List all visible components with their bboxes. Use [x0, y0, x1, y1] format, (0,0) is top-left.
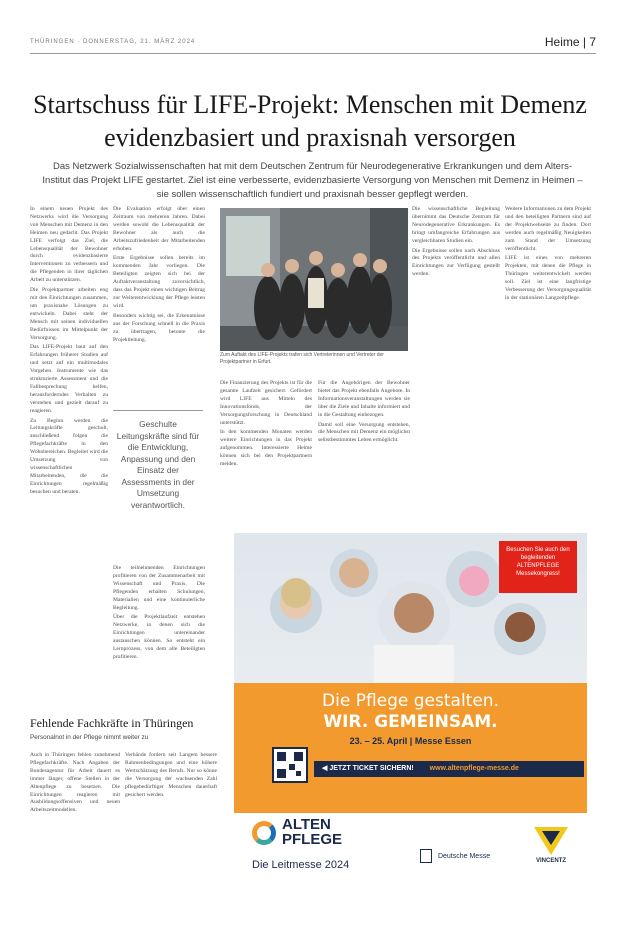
article-column-2-continued — [113, 565, 205, 705]
vincentz-label: VINCENTZ — [536, 858, 566, 864]
congress-badge[interactable]: Besuchen Sie auch den begleitenden ALTENPFLEGE Messekongress! — [499, 541, 577, 593]
paragraph: In einem neuen Projekt des Netzwerks wird die Versorgung von Menschen mit Demenz in den Heimen neu gedacht. Das Projekt LIFE verfolgt das Ziel, die Lebensqualität der Bewohner durch evidenzbasierte Interventionen zu verbessern und die Pflegenden in ihrer täglichen Arbeit zu unterstützen. — [30, 206, 108, 284]
article-column-6 — [505, 206, 591, 526]
group-photo-image — [220, 208, 408, 351]
paragraph: Damit soll eine Versorgung entstehen, die Menschen mit Demenz ein möglichst selbstbestimmtes Leben ermöglicht. — [318, 421, 410, 444]
deutsche-messe-icon — [420, 849, 432, 863]
ad-url-link[interactable]: www.altenpflege-messe.de — [429, 765, 519, 772]
paragraph: Für die Angehörigen der Bewohner bietet das Projekt ebenfalls Angebote. In Informationsveranstaltungen werden sie über die Ziele und Inhalte informiert und in die Gestaltung einbezogen. — [318, 380, 410, 418]
paragraph: Weitere Informationen zu dem Projekt und den beteiligten Partnern sind auf der Projektwebseite zu finden. Dort werden auch regelmäßig Neuigkeiten zum Stand der Umsetzung veröffentlicht. — [505, 206, 591, 252]
logo-line-2: PFLEGE — [282, 831, 343, 848]
deutsche-messe-label: Deutsche Messe — [437, 852, 491, 860]
qr-code-icon[interactable] — [272, 747, 308, 783]
ticket-banner[interactable] — [314, 761, 584, 777]
page-header — [30, 34, 596, 54]
paragraph: Auch in Thüringen fehlen zunehmend Pflegefachkräfte. Nach Angaben der Bundesagentur für Arbeit dauert es immer länger, offene Stellen in der Altenpflege zu besetzen. Die Einrichtungen reagieren mit Ausbildungsoffensiven und neuen Arbeitszeitmodellen. — [30, 752, 120, 814]
paragraph: Die Evaluation erfolgt über einen Zeitraum von mehreren Jahren. Dabei werden sowohl die Lebensqualität der Bewohner als auch die Arbeitszufriedenheit der Mitarbeitenden erhoben. — [113, 206, 205, 252]
issue-date: THÜRINGEN · DONNERSTAG, 21. MÄRZ 2024 — [30, 39, 196, 45]
paragraph: Erste Ergebnisse sollen bereits im kommenden Jahr vorliegen. Die Beteiligten zeigten sich bei der Auftaktveranstaltung zuversichtlich, dass das Projekt einen wichtigen Beitrag zur Weiterentwicklung der Pflege leisten wird. — [113, 255, 205, 309]
paragraph: Die Projektpartner arbeiten eng mit den Einrichtungen zusammen, um praxisnahe Lösungen zu entwickeln. Dabei steht der Mensch mit seinen individuellen Bedürfnissen im Mittelpunkt der Versorgung. — [30, 287, 108, 341]
article-lead: Das Netzwerk Sozialwissenschaften hat mit dem Deutschen Zentrum für Neurodegenerative Erkrankungen und dem Alters-Institut das Projekt LIFE gestartet. Ziel ist eine verbesserte, evidenzbasierte Versorgung von Menschen mit Demenz in Heimen – sie sollen wissenschaftlich fundiert und praxisnah besser gepflegt werden. — [42, 161, 583, 200]
paragraph: Die Ergebnisse sollen nach Abschluss des Projekts veröffentlicht und allen Einrichtungen zur Verfügung gestellt werden. — [412, 247, 500, 278]
ad-logo-bar — [234, 813, 587, 883]
section-column-2 — [125, 752, 217, 892]
article-headline: Startschuss für LIFE-Projekt: Menschen mit Demenz evidenzbasiert und praxisnah versorgen — [33, 90, 587, 152]
paragraph: Besonders wichtig sei, die Erkenntnisse aus der Forschung schnell in die Praxis zu übertragen, betonte die Projektleitung. — [113, 312, 205, 343]
paragraph: Das LIFE-Projekt baut auf den Erfahrungen früherer Studien auf und setzt auf ein multimodales Vorgehen. Instrumente wie das strukturierte Assessment und die Fallbesprechung helfen, herausforderndes Verhalten zu verstehen und gezielt darauf zu reagieren. — [30, 344, 108, 414]
altenpflege-logo-icon — [252, 821, 276, 845]
vincentz-logo — [528, 827, 574, 879]
paragraph: LIFE ist eines von mehreren Projekten, mit denen die Pflege in Thüringen weiterentwickelt werden soll. Ziel ist eine langfristige Verbesserung der Versorgungsqualität in der stationären Langzeitpflege. — [505, 255, 591, 301]
ad-slogan-line-1: Die Pflege gestalten. — [322, 691, 499, 711]
section-lead: Personalnot in der Pflege nimmt weiter zu — [30, 734, 149, 741]
section-column-1 — [30, 752, 120, 892]
article-column-3 — [220, 380, 312, 526]
arrow-icon: ◀ — [322, 765, 330, 772]
article-column-5 — [412, 206, 500, 526]
ticket-label: JETZT TICKET SICHERN! — [329, 765, 414, 772]
leitmesse-tagline: Die Leitmesse 2024 — [252, 859, 350, 871]
deutsche-messe-logo — [420, 849, 490, 863]
pull-quote: Geschulte Leitungskräfte sind für die Entwicklung, Anpassung und den Einsatz der Assessments in der Umsetzung verantwortlich. — [113, 410, 203, 511]
vincentz-icon — [534, 827, 568, 855]
logo-line-1: ALTEN — [282, 816, 331, 833]
photo-caption: Zum Auftakt des LIFE-Projekts trafen sich Vertreterinnen und Vertreter der Projektpartner in Erfurt. — [220, 352, 384, 365]
article-photo — [220, 208, 408, 351]
section-headline: Fehlende Fachkräfte in Thüringen — [30, 716, 194, 730]
ad-date: 23. – 25. April | Messe Essen — [349, 736, 472, 746]
altenpflege-logo-text — [282, 817, 342, 847]
paragraph: In den kommenden Monaten werden weitere Einrichtungen in das Projekt aufgenommen. Interessierte Heime können sich bei den Projektpartnern melden. — [220, 429, 312, 468]
altenpflege-advertisement[interactable] — [234, 533, 587, 883]
article-column-4 — [318, 380, 410, 526]
paragraph: Die wissenschaftliche Begleitung übernimmt das Deutsche Zentrum für Neurodegenerative Erkrankungen. Es bringt umfangreiche Erfahrungen aus vergleichbaren Studien ein. — [412, 206, 500, 244]
section-page-label: Heime | 7 — [544, 35, 596, 49]
paragraph: Die Finanzierung des Projekts ist für die gesamte Laufzeit gesichert. Gefördert wird LIFE aus Mitteln des Innovationsfonds, der Versorgungsforschung in Deutschland unterstützt. — [220, 380, 312, 426]
ad-slogan — [234, 691, 587, 733]
article-column-1 — [30, 206, 108, 706]
paragraph: Die teilnehmenden Einrichtungen profitieren von der Zusammenarbeit mit Wissenschaft und Praxis. Die Pflegenden erhalten Schulungen, Materialien und eine kontinuierliche Begleitung. — [113, 565, 205, 611]
article-column-2 — [113, 206, 205, 402]
paragraph: Zu Beginn werden die Leitungskräfte geschult, anschließend folgen die Pflegefachkräfte in den Wohnbereichen. Begleitet wird die Umsetzung von wissenschaftlichen Mitarbeitenden, die die Einrichtungen regelmäßig besuchen und beraten. — [30, 417, 108, 495]
ad-slogan-line-2: WIR. GEMEINSAM. — [323, 712, 498, 732]
paragraph: Über die Projektlaufzeit entstehen Netzwerke, in denen sich die Einrichtungen untereinander austauschen können. So entsteht ein Lernprozess, von dem alle Beteiligten profitieren. — [113, 614, 205, 660]
paragraph: Verbände fordern seit Langem bessere Rahmenbedingungen und eine höhere Wertschätzung des Berufs. Nur so könne die Versorgung der wachsenden Zahl pflegebedürftiger Menschen dauerhaft gesichert werden. — [125, 752, 217, 798]
